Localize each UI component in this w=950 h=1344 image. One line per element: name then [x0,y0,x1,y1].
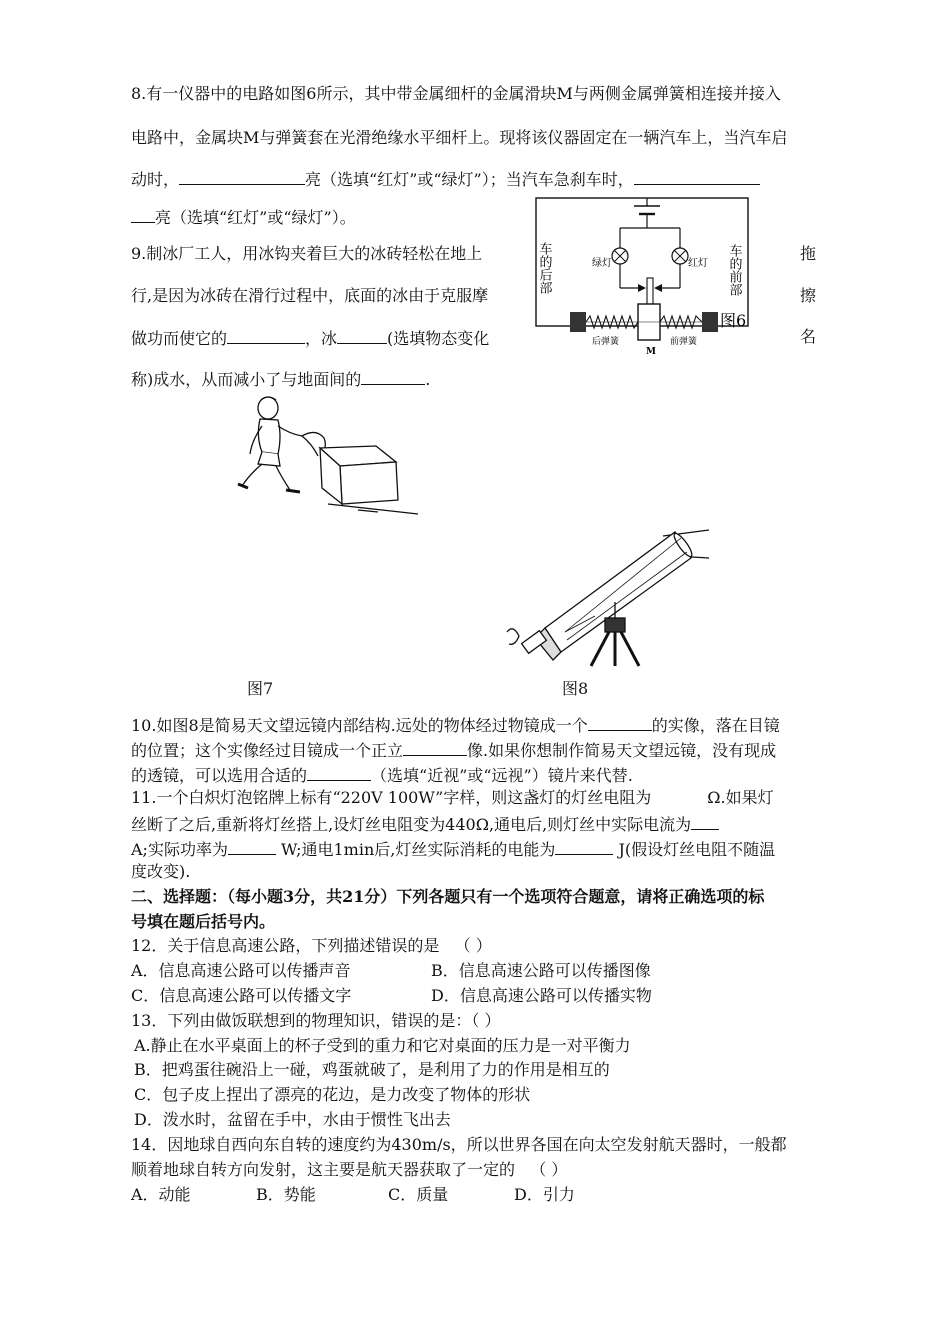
figure-8-telescope [505,528,710,668]
q11-text: Ω.如果灯 [707,788,774,807]
q9-blank-2[interactable] [337,327,387,344]
section-2-heading-line1: 二、选择题：（每小题3分，共21分）下列各题只有一个选项符合题意，请将正确选项的标 [131,887,765,906]
q11-text: J(假设灯丝电阻不随温 [618,840,776,859]
front-end-block [702,312,718,332]
q14-line1: 14．因地球自西向东自转的速度约为430m/s，所以世界各国在向太空发射航天器时，一般都 [131,1135,787,1154]
figure-7-caption: 图7 [247,679,274,698]
q9-line2-end: 擦 [800,286,817,305]
green-lamp-icon [612,248,628,264]
q13-option-d: D．泼水时，盆留在手中，水由于惯性飞出去 [134,1110,451,1129]
front-label: 车的前部 [726,244,742,296]
q14-text: 顺着地球自转方向发射，这主要是航天器获取了一定的 [131,1160,516,1179]
q8-text: 亮（选填“红灯”或“绿灯”）。 [155,208,356,227]
q11-text: 11.一个白炽灯泡铭牌上标有“220V 100W”字样，则这盏灯的灯丝电阻为 [131,788,652,807]
q14-option-a: A．动能 [131,1185,191,1204]
figure-7-ice-drag [228,392,438,532]
section-2-heading-line2: 号填在题后括号内。 [131,912,276,931]
q12-stem [131,936,492,956]
q14-answer-paren[interactable]: （ ） [530,1160,568,1179]
q9-text: 做功而使它的 [131,329,228,348]
q10-blank-3[interactable] [307,764,371,781]
q11-line4: 度改变). [131,862,191,881]
front-spring-label: 前弹簧 [670,337,698,347]
q9-text: ，冰 [305,329,338,348]
q10-line1 [131,714,780,736]
q13-stem: 13．下列由做饭联想到的物理知识，错误的是：（ ） [131,1011,501,1030]
q11-text: W;通电1min后,灯丝实际消耗的电能为 [281,840,556,859]
q10-text: 10.如图8是简易天文望远镜内部结构.远处的物体经过物镜成一个 [131,716,588,735]
q8-line3 [131,168,760,190]
rear-label: 车的后部 [536,242,552,294]
q8-text: 动时， [131,170,180,189]
q11-text: 丝断了之后,重新将灯丝搭上,设灯丝电阻变为440Ω,通电后,则灯丝中实际电流为 [131,815,692,834]
q14-option-c: C．质量 [388,1185,449,1204]
q9-text: . [425,370,431,389]
q10-text: 的透镜，可以选用合适的 [131,766,308,785]
red-lamp-icon [672,248,688,264]
q9-line3-end: 名 [800,327,817,346]
figure-6-caption: 图6 [720,311,747,330]
block-label: M [646,347,656,357]
q9-blank-3[interactable] [361,368,425,385]
q8-text: 亮（选填“红灯”或“绿灯”）；当汽车急刹车时， [305,170,634,189]
q12-answer-paren[interactable]: （ ） [454,936,492,955]
q10-text: 的位置；这个实像经过目镜成一个正立 [131,741,404,760]
q8-line4 [131,206,356,228]
q11-line3 [131,838,775,860]
q9-line4 [131,368,430,390]
q13-option-a: A.静止在水平桌面上的杯子受到的重力和它对桌面的压力是一对平衡力 [134,1036,631,1055]
q10-text: 的实像，落在目镜 [651,716,780,735]
q9-line2: 行,是因为冰砖在滑行过程中，底面的冰由于克服摩 [131,286,489,305]
q14-option-b: B．势能 [256,1185,316,1204]
q10-blank-2[interactable] [403,739,467,756]
q8-line2: 电路中，金属块M与弹簧套在光滑绝缘水平细杆上。现将该仪器固定在一辆汽车上，当汽车启 [131,128,788,147]
q9-blank-1[interactable] [227,327,305,344]
q9-line1: 9.制冰厂工人，用冰钩夹着巨大的冰砖轻松在地上 [131,244,483,263]
q10-text: （选填“近视”或“远视”）镜片来代替. [371,766,633,785]
q13-option-b: B．把鸡蛋往碗沿上一碰，鸡蛋就破了，是利用了力的作用是相互的 [134,1060,610,1079]
rear-spring-label: 后弹簧 [592,337,620,347]
q14-option-d: D．引力 [514,1185,575,1204]
q9-text: 称)成水，从而减小了与地面间的 [131,370,362,389]
q11-text: A;实际功率为 [131,840,228,859]
q12-option-b: B．信息高速公路可以传播图像 [431,961,651,980]
q9-line3 [131,327,489,349]
green-lamp-label: 绿灯 [592,258,612,269]
figure-8-caption: 图8 [562,679,589,698]
rear-end-block [570,312,586,332]
q10-line2 [131,739,776,761]
circuit-figure-6 [530,192,760,362]
q10-line3 [131,764,633,786]
q8-blank-2a[interactable] [634,168,760,185]
q11-blank-2[interactable] [691,813,719,830]
red-lamp-label: 红灯 [688,258,708,269]
q9-line1-end: 拖 [800,244,817,263]
q11-line1 [131,788,774,808]
q10-blank-1[interactable] [588,714,652,731]
q12-option-d: D．信息高速公路可以传播实物 [431,986,652,1005]
q14-line2 [131,1160,567,1180]
q8-blank-2b[interactable] [131,206,155,223]
q13-option-c: C．包子皮上捏出了漂亮的花边，是力改变了物体的形状 [134,1085,531,1104]
q12-option-c: C．信息高速公路可以传播文字 [131,986,352,1005]
q10-text: 像.如果你想制作简易天文望远镜，没有现成 [467,741,777,760]
q11-blank-3[interactable] [228,838,276,855]
q12-option-a: A．信息高速公路可以传播声音 [131,961,351,980]
q11-blank-4[interactable] [555,838,613,855]
q12-text: 12．关于信息高速公路，下列描述错误的是 [131,936,440,955]
q11-line2 [131,813,719,835]
q9-text: (选填物态变化 [387,329,490,348]
q8-line1: 8.有一仪器中的电路如图6所示，其中带金属细杆的金属滑块M与两侧金属弹簧相连接并接入 [131,84,781,103]
q8-blank-1[interactable] [179,168,305,185]
